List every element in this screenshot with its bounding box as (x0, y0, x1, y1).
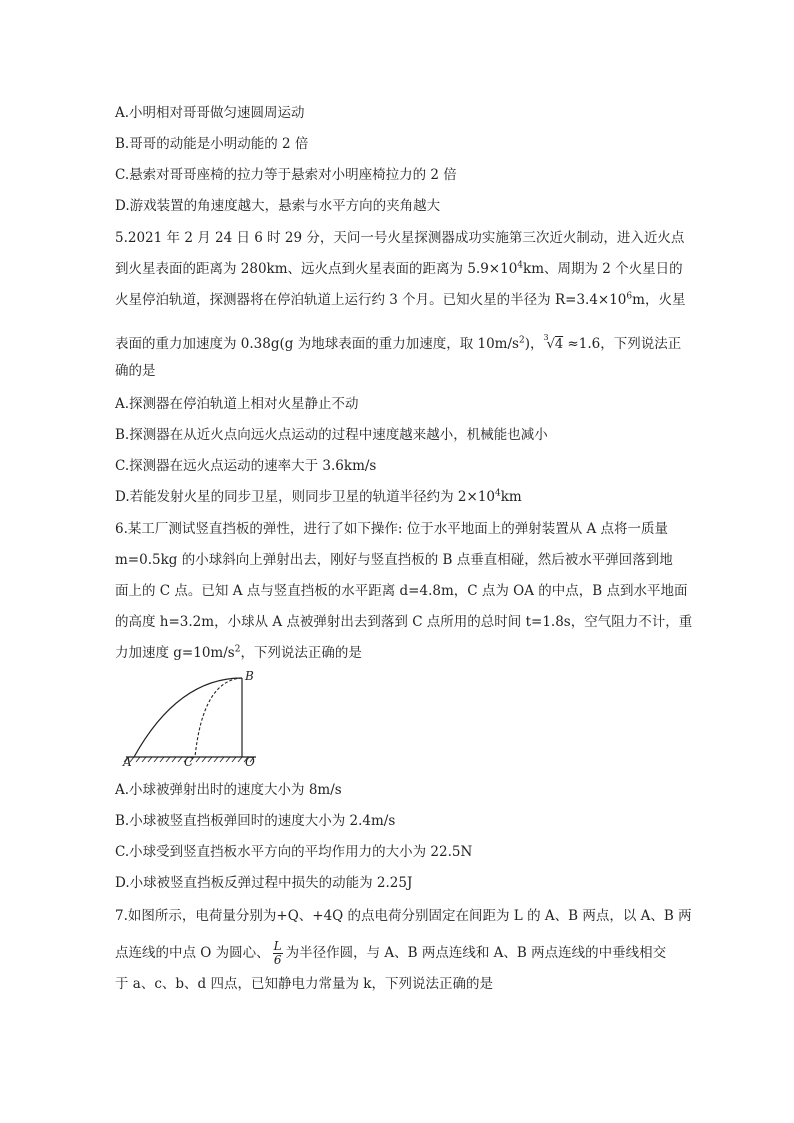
q4-option-c: C.悬索对哥哥座椅的拉力等于悬索对小明座椅拉力的 2 倍 (115, 167, 457, 183)
q5-stem-line1: 5.2021 年 2 月 24 日 6 时 29 分，天问一号火星探测器成功实施第三次近火制动，进入近火点 (115, 230, 685, 246)
q6-option-c: C.小球受到竖直挡板水平方向的平均作用力的大小为 22.5N (115, 844, 473, 860)
q6-stem-line2: m=0.5kg 的小球斜向上弹射出去，刚好与竖直挡板的 B 点垂直相碰，然后被水平弹回落到地 (115, 552, 673, 568)
q7-stem-line3: 于 a、c、b、d 四点，已知静电力常量为 k，下列说法正确的是 (115, 976, 493, 992)
q6-stem-line4: 的高度 h=3.2m，小球从 A 点被弹射出去到落到 C 点所用的总时间 t=1.8s，空气阻力不计，重 (115, 614, 693, 630)
q6-option-a: A.小球被弹射出时的速度大小为 8m/s (115, 782, 342, 798)
q6-stem-line5: 力加速度 $g=10m/s^2$，下列说法正确的是 (115, 644, 362, 661)
point-b-label: B (245, 669, 254, 683)
q5-stem-line5: 确的是 (115, 363, 156, 379)
q4-option-a: A.小明相对哥哥做匀速圆周运动 (115, 105, 305, 121)
point-o-label: O (245, 755, 255, 768)
q6-stem-line3: 面上的 C 点。已知 A 点与竖直挡板的水平距离 d=4.8m，C 点为 OA 的中点，B 点到水平地面 (115, 583, 688, 599)
q5-option-c: C.探测器在远火点运动的速率大于 3.6km/s (115, 458, 377, 474)
fraction-l-over-6: $\frac{L}{6}$ (273, 939, 282, 967)
q6-option-b: B.小球被竖直挡板弹回时的速度大小为 2.4m/s (115, 813, 396, 829)
q5-stem-line2: 到火星表面的距离为 280km、远火点到火星表面的距离为 $5.9\times 10^4km$、周期为 2 个火星日的 (115, 260, 683, 277)
point-c-label: C (184, 755, 194, 768)
q6-stem-line1: 6.某工厂测试竖直挡板的弹性，进行了如下操作: 位于水平地面上的弹射装置从 A 点将一质量 (115, 521, 669, 537)
launch-trajectory (134, 678, 242, 757)
q5-option-d: D.若能发射火星的同步卫星，则同步卫星的轨道半径约为 $2\times 10^4km$ (115, 488, 522, 505)
q5-stem-line3: 火星停泊轨道，探测器将在停泊轨道上运行约 3 个月。已知火星的半径为 $R=3.4\times 10^6m$，火星 (115, 291, 686, 308)
q5-option-a: A.探测器在停泊轨道上相对火星静止不动 (115, 396, 359, 412)
q4-option-b: B.哥哥的动能是小明动能的 2 倍 (115, 136, 309, 152)
projectile-diagram (118, 668, 268, 768)
q6-option-d: D.小球被竖直挡板反弹过程中损失的动能为 2.25J (115, 875, 413, 891)
q5-stem-line4: 表面的重力加速度为 0.38g(g 为地球表面的重力加速度，取 $10m/s^2$)，$^3$√4 ≈1.6，下列说法正 (115, 333, 682, 352)
point-a-label: A (123, 755, 132, 768)
q5-option-b: B.探测器在从近火点向远火点运动的过程中速度越来越小，机械能也减小 (115, 427, 548, 443)
q4-option-d: D.游戏装置的角速度越大，悬索与水平方向的夹角越大 (115, 198, 441, 214)
cube-root: $^3$√4 (543, 333, 564, 352)
q7-stem-line1: 7.如图所示，电荷量分别为+Q、+4Q 的点电荷分别固定在间距为 L 的 A、B 两点，以 A、B 两 (115, 908, 692, 924)
q7-stem-line2: 点连线的中点 O 为圆心、 $\frac{L}{6}$ 为半径作圆，与 A、B 两点连线和 A、B 两点连线的中垂线相交 (115, 939, 667, 967)
rebound-trajectory (195, 678, 242, 757)
